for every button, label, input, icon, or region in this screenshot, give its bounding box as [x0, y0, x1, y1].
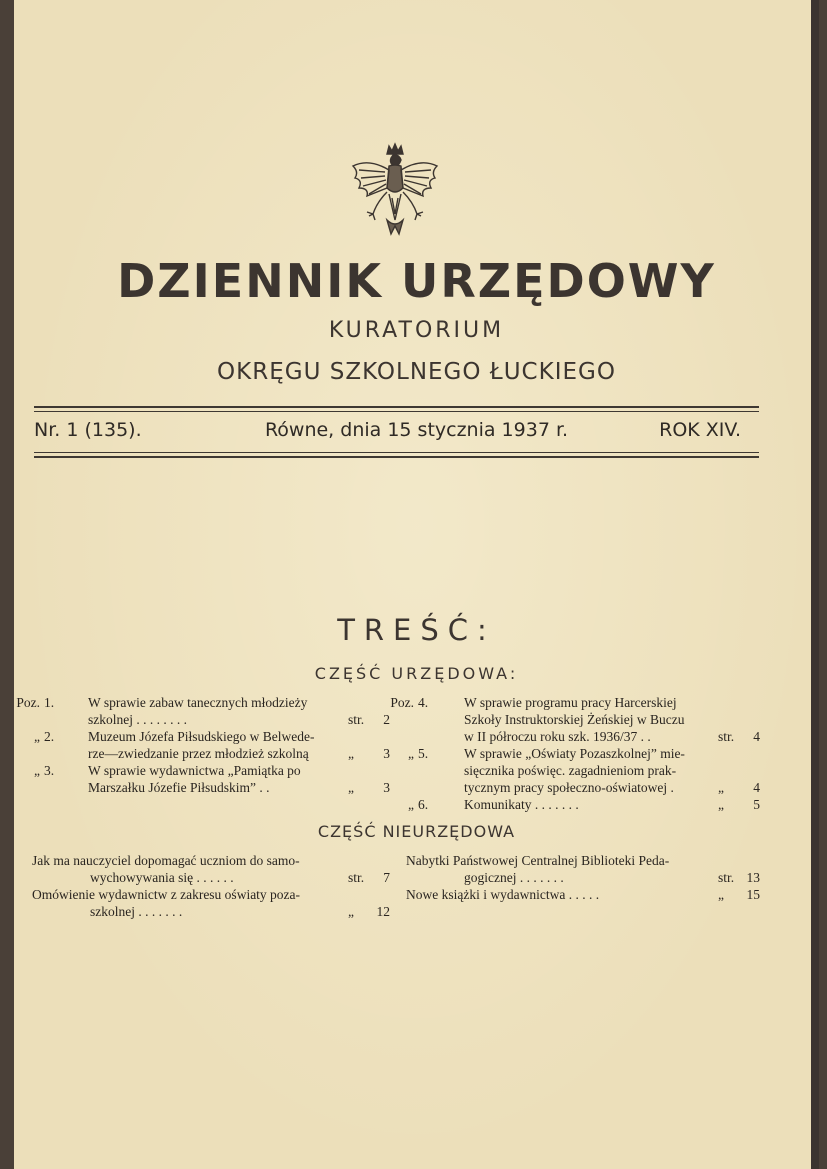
toc-entry-text: szkolnej . . . . . . . .: [88, 712, 187, 727]
toc-entry-text: wychowywania się . . . . . .: [90, 870, 234, 885]
toc-page-number: 4: [753, 780, 760, 795]
toc-entry-text: rze—zwiedzanie przez młodzież szkolną: [88, 746, 309, 761]
toc-page-number: 5: [753, 797, 760, 812]
toc-entry-text: tycznym pracy społeczno-oświatowej .: [464, 780, 674, 795]
toc-entry-text: sięcznika poświęc. zagadnieniom prak-: [464, 763, 677, 778]
toc-page-number: 2: [383, 712, 390, 727]
toc-pos-label: „: [34, 763, 40, 778]
toc-pos-label: Poz.: [390, 695, 414, 710]
toc-pos-label: Poz.: [16, 695, 40, 710]
toc-entry-text: Jak ma nauczyciel dopomagać uczniom do samo-: [32, 853, 300, 868]
toc-entry-text: Nabytki Państwowej Centralnej Biblioteki Peda-: [406, 853, 670, 868]
toc-item-number: 3.: [44, 763, 55, 778]
toc-entry-text: W sprawie programu pracy Harcerskiej: [464, 695, 677, 710]
document-subtitle-kuratorium: KURATORIUM: [328, 318, 505, 343]
toc-page-number: 15: [746, 887, 760, 902]
document-page: [14, 0, 819, 1169]
toc-page-prefix: „: [348, 780, 354, 795]
toc-page-number: 3: [383, 746, 390, 761]
toc-page-number: 12: [376, 904, 390, 919]
toc-entry-text: Szkoły Instruktorskiej Żeńskiej w Buczu: [464, 712, 685, 727]
toc-entry-text: Komunikaty . . . . . . .: [464, 797, 579, 812]
toc-entry-text: W sprawie zabaw tanecznych młodzieży: [88, 695, 308, 710]
toc-item-number: 5.: [418, 746, 429, 761]
toc-page-prefix: „: [718, 887, 724, 902]
contents-heading: TREŚĆ:: [337, 613, 496, 647]
toc-page-number: 13: [746, 870, 760, 885]
toc-page-prefix: „: [348, 746, 354, 761]
toc-page-prefix: str.: [348, 870, 365, 885]
toc-page-prefix: str.: [348, 712, 365, 727]
toc-entry-text: W sprawie wydawnictwa „Pamiątka po: [88, 763, 301, 778]
toc-pos-label: „: [408, 797, 414, 812]
toc-item-number: 6.: [418, 797, 429, 812]
toc-entry-text: Muzeum Józefa Piłsudskiego w Belwede-: [88, 729, 315, 744]
toc-item-number: 2.: [44, 729, 55, 744]
toc-page-prefix: str.: [718, 729, 735, 744]
toc-entry-text: gogicznej . . . . . . .: [464, 870, 564, 885]
toc-entry-text: W sprawie „Oświaty Pozaszkolnej” mie-: [464, 746, 685, 761]
unofficial-section-heading: CZĘŚĆ NIEURZĘDOWA: [317, 822, 516, 841]
toc-page-number: 3: [383, 780, 390, 795]
toc-pos-label: „: [34, 729, 40, 744]
toc-item-number: 1.: [44, 695, 55, 710]
document-title: DZIENNIK URZĘDOWY: [117, 254, 716, 308]
toc-page-number: 7: [383, 870, 390, 885]
document-subtitle-district: OKRĘGU SZKOLNEGO ŁUCKIEGO: [217, 359, 616, 385]
toc-page-number: 4: [753, 729, 760, 744]
toc-pos-label: „: [408, 746, 414, 761]
toc-entry-text: szkolnej . . . . . . .: [90, 904, 183, 919]
toc-item-number: 4.: [418, 695, 429, 710]
issue-number: Nr. 1 (135).: [34, 419, 142, 441]
place-date: Równe, dnia 15 stycznia 1937 r.: [264, 419, 569, 441]
polish-eagle-emblem-icon: [349, 142, 441, 242]
header-divider-top-thin: [34, 411, 759, 412]
toc-page-prefix: „: [718, 780, 724, 795]
toc-entry-text: Omówienie wydawnictw z zakresu oświaty poza-: [32, 887, 301, 902]
header-divider-top: [34, 406, 759, 408]
toc-entry-text: Nowe książki i wydawnictwa . . . . .: [406, 887, 600, 902]
toc-page-prefix: str.: [718, 870, 735, 885]
toc-entry-text: Marszałku Józefie Piłsudskim” . .: [88, 780, 270, 795]
toc-page-prefix: „: [718, 797, 724, 812]
page-edge: [811, 0, 819, 1169]
header-divider-bottom-thin: [34, 452, 759, 453]
year-label: ROK XIV.: [659, 419, 741, 441]
toc-page-prefix: „: [348, 904, 354, 919]
header-divider-bottom: [34, 456, 759, 458]
official-section-heading: CZĘŚĆ URZĘDOWA:: [314, 664, 519, 683]
toc-entry-text: w II półroczu roku szk. 1936/37 . .: [464, 729, 651, 744]
